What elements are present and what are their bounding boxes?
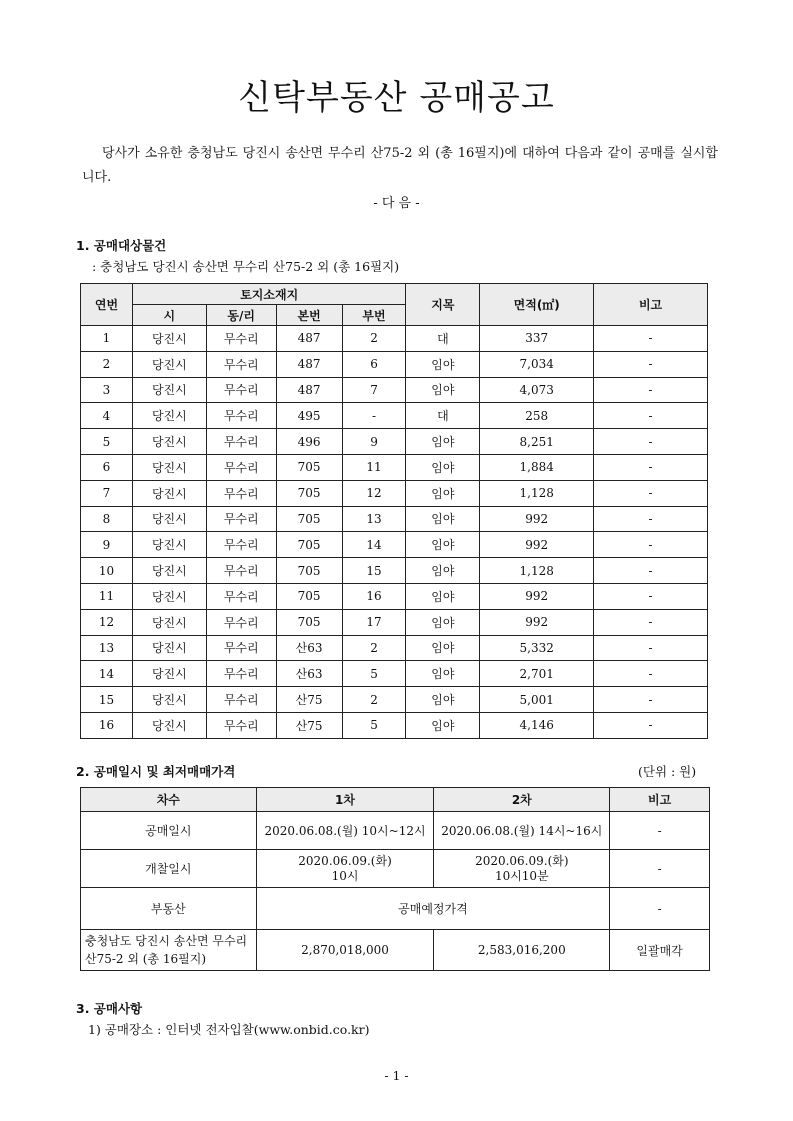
table-row	[81, 326, 708, 352]
opening-label: 개찰일시	[81, 850, 257, 888]
cell-jimok: 임야	[406, 583, 480, 609]
auction-date-second: 2020.06.08.(월) 14시~16시	[434, 812, 610, 850]
cell-area: 1,128	[480, 558, 594, 584]
cell-dong: 무수리	[206, 377, 276, 403]
cell-no: 3	[81, 377, 133, 403]
cell-city: 당진시	[132, 687, 206, 713]
cell-main: 705	[276, 480, 342, 506]
cell-main: 705	[276, 506, 342, 532]
cell-dong: 무수리	[206, 351, 276, 377]
cell-no: 14	[81, 661, 133, 687]
cell-dong: 무수리	[206, 687, 276, 713]
cell-jimok: 임야	[406, 480, 480, 506]
cell-dong: 무수리	[206, 454, 276, 480]
opening-second-date: 2020.06.09.(화)	[475, 853, 569, 868]
cell-area: 258	[480, 403, 594, 429]
opening-first-date: 2020.06.09.(화)	[298, 853, 392, 868]
header-area: 면적(㎡)	[480, 284, 594, 326]
cell-dong: 무수리	[206, 635, 276, 661]
cell-note: -	[594, 609, 708, 635]
header-location: 토지소재지	[132, 284, 406, 305]
table-row	[81, 712, 708, 738]
cell-city: 당진시	[132, 351, 206, 377]
table-row	[81, 661, 708, 687]
cell-jimok: 임야	[406, 609, 480, 635]
property-table	[80, 283, 708, 739]
cell-sub: 2	[342, 687, 406, 713]
cell-jimok: 임야	[406, 635, 480, 661]
cell-city: 당진시	[132, 429, 206, 455]
header-round: 차수	[81, 788, 257, 812]
table-row	[81, 558, 708, 584]
cell-jimok: 임야	[406, 661, 480, 687]
cell-area: 8,251	[480, 429, 594, 455]
cell-area: 2,701	[480, 661, 594, 687]
price-first: 2,870,018,000	[256, 930, 434, 971]
cell-dong: 무수리	[206, 661, 276, 687]
intro-paragraph: 당사가 소유한 충청남도 당진시 송산면 무수리 산75-2 외 (총 16필지)에 대하여 다음과 같이 공매를 실시합니다.	[82, 146, 718, 185]
cell-jimok: 임야	[406, 712, 480, 738]
opening-note: -	[610, 850, 710, 888]
table-row	[81, 583, 708, 609]
cell-sub: 5	[342, 712, 406, 738]
cell-no: 6	[81, 454, 133, 480]
cell-note: -	[594, 712, 708, 738]
cell-sub: 11	[342, 454, 406, 480]
cell-note: -	[594, 454, 708, 480]
price-label: 충청남도 당진시 송산면 무수리 산75-2 외 (총 16필지)	[81, 930, 257, 971]
cell-sub: 6	[342, 351, 406, 377]
table-row	[81, 635, 708, 661]
cell-dong: 무수리	[206, 532, 276, 558]
cell-main: 산75	[276, 687, 342, 713]
table-row	[81, 403, 708, 429]
section2-heading: 2. 공매일시 및 최저매매가격	[76, 764, 236, 779]
cell-dong: 무수리	[206, 609, 276, 635]
price-table	[80, 787, 710, 971]
cell-city: 당진시	[132, 326, 206, 352]
cell-sub: 5	[342, 661, 406, 687]
auction-date-note: -	[610, 812, 710, 850]
cell-area: 337	[480, 326, 594, 352]
cell-city: 당진시	[132, 609, 206, 635]
unit-label: (단위 : 원)	[638, 764, 697, 779]
cell-note: -	[594, 480, 708, 506]
cell-no: 12	[81, 609, 133, 635]
cell-city: 당진시	[132, 532, 206, 558]
property-middle: 공매예정가격	[256, 888, 610, 930]
cell-note: -	[594, 661, 708, 687]
cell-sub: 17	[342, 609, 406, 635]
table-row	[81, 609, 708, 635]
cell-note: -	[594, 635, 708, 661]
cell-area: 5,332	[480, 635, 594, 661]
cell-note: -	[594, 377, 708, 403]
cell-jimok: 대	[406, 326, 480, 352]
cell-sub: 2	[342, 635, 406, 661]
cell-sub: 14	[342, 532, 406, 558]
cell-no: 11	[81, 583, 133, 609]
cell-note: -	[594, 532, 708, 558]
cell-note: -	[594, 351, 708, 377]
cell-city: 당진시	[132, 635, 206, 661]
header-first: 1차	[256, 788, 434, 812]
cell-no: 2	[81, 351, 133, 377]
cell-city: 당진시	[132, 583, 206, 609]
cell-jimok: 임야	[406, 558, 480, 584]
page-number: - 1 -	[384, 1068, 409, 1083]
cell-city: 당진시	[132, 403, 206, 429]
cell-main: 495	[276, 403, 342, 429]
cell-area: 992	[480, 583, 594, 609]
cell-note: -	[594, 326, 708, 352]
price-second: 2,583,016,200	[434, 930, 610, 971]
cell-no: 16	[81, 712, 133, 738]
cell-dong: 무수리	[206, 403, 276, 429]
cell-note: -	[594, 506, 708, 532]
header-main: 본번	[276, 305, 342, 326]
section1-subtext: : 충청남도 당진시 송산면 무수리 산75-2 외 (총 16필지)	[92, 259, 400, 274]
cell-dong: 무수리	[206, 326, 276, 352]
cell-no: 1	[81, 326, 133, 352]
table-row	[81, 532, 708, 558]
cell-area: 992	[480, 609, 594, 635]
cell-city: 당진시	[132, 480, 206, 506]
cell-jimok: 임야	[406, 429, 480, 455]
cell-area: 4,073	[480, 377, 594, 403]
opening-first	[256, 850, 434, 888]
cell-main: 산75	[276, 712, 342, 738]
opening-second-time: 10시10분	[494, 868, 549, 883]
table-row	[81, 429, 708, 455]
cell-no: 9	[81, 532, 133, 558]
cell-area: 1,884	[480, 454, 594, 480]
cell-main: 705	[276, 454, 342, 480]
cell-city: 당진시	[132, 506, 206, 532]
cell-area: 992	[480, 532, 594, 558]
opening-second	[434, 850, 610, 888]
table-row	[81, 454, 708, 480]
cell-dong: 무수리	[206, 506, 276, 532]
cell-main: 487	[276, 351, 342, 377]
cell-main: 705	[276, 609, 342, 635]
cell-city: 당진시	[132, 661, 206, 687]
cell-jimok: 임야	[406, 454, 480, 480]
cell-sub: 16	[342, 583, 406, 609]
cell-no: 7	[81, 480, 133, 506]
table-row	[81, 480, 708, 506]
cell-main: 487	[276, 326, 342, 352]
price-note: 일괄매각	[610, 930, 710, 971]
cell-no: 10	[81, 558, 133, 584]
cell-jimok: 임야	[406, 532, 480, 558]
cell-jimok: 임야	[406, 687, 480, 713]
cell-area: 5,001	[480, 687, 594, 713]
auction-date-label: 공매일시	[81, 812, 257, 850]
table-row	[81, 377, 708, 403]
cell-main: 487	[276, 377, 342, 403]
cell-main: 705	[276, 558, 342, 584]
cell-city: 당진시	[132, 377, 206, 403]
cell-jimok: 대	[406, 403, 480, 429]
property-label: 부동산	[81, 888, 257, 930]
table-row	[81, 687, 708, 713]
cell-jimok: 임야	[406, 377, 480, 403]
cell-note: -	[594, 558, 708, 584]
cell-main: 산63	[276, 661, 342, 687]
header-jimok: 지목	[406, 284, 480, 326]
cell-area: 7,034	[480, 351, 594, 377]
cell-dong: 무수리	[206, 712, 276, 738]
cell-jimok: 임야	[406, 506, 480, 532]
cell-sub: 13	[342, 506, 406, 532]
property-note: -	[610, 888, 710, 930]
cell-dong: 무수리	[206, 429, 276, 455]
cell-dong: 무수리	[206, 583, 276, 609]
cell-note: -	[594, 687, 708, 713]
page-title: 신탁부동산 공매공고	[238, 78, 555, 118]
cell-area: 992	[480, 506, 594, 532]
cell-city: 당진시	[132, 712, 206, 738]
cell-no: 13	[81, 635, 133, 661]
cell-dong: 무수리	[206, 558, 276, 584]
cell-city: 당진시	[132, 558, 206, 584]
cell-sub: 2	[342, 326, 406, 352]
cell-no: 15	[81, 687, 133, 713]
cell-note: -	[594, 403, 708, 429]
cell-sub: 15	[342, 558, 406, 584]
cell-note: -	[594, 429, 708, 455]
cell-main: 705	[276, 583, 342, 609]
section3-heading: 3. 공매사항	[76, 1001, 143, 1016]
cell-no: 4	[81, 403, 133, 429]
header-sub: 부번	[342, 305, 406, 326]
cell-dong: 무수리	[206, 480, 276, 506]
header-note: 비고	[594, 284, 708, 326]
dasum-label: - 다 음 -	[373, 196, 420, 211]
header-second: 2차	[434, 788, 610, 812]
opening-first-time: 10시	[331, 868, 359, 883]
cell-main: 산63	[276, 635, 342, 661]
auction-date-first: 2020.06.08.(월) 10시~12시	[256, 812, 434, 850]
cell-sub: 7	[342, 377, 406, 403]
header-city: 시	[132, 305, 206, 326]
cell-note: -	[594, 583, 708, 609]
cell-no: 8	[81, 506, 133, 532]
header-no: 연번	[81, 284, 133, 326]
section1-heading: 1. 공매대상물건	[76, 238, 167, 253]
table-row	[81, 351, 708, 377]
cell-area: 4,146	[480, 712, 594, 738]
cell-sub: -	[342, 403, 406, 429]
table-row	[81, 506, 708, 532]
section3-item1: 1) 공매장소 : 인터넷 전자입찰(www.onbid.co.kr)	[88, 1022, 370, 1037]
cell-jimok: 임야	[406, 351, 480, 377]
cell-sub: 9	[342, 429, 406, 455]
cell-no: 5	[81, 429, 133, 455]
cell-area: 1,128	[480, 480, 594, 506]
cell-sub: 12	[342, 480, 406, 506]
header-note2: 비고	[610, 788, 710, 812]
cell-main: 496	[276, 429, 342, 455]
cell-main: 705	[276, 532, 342, 558]
header-dong: 동/리	[206, 305, 276, 326]
cell-city: 당진시	[132, 454, 206, 480]
